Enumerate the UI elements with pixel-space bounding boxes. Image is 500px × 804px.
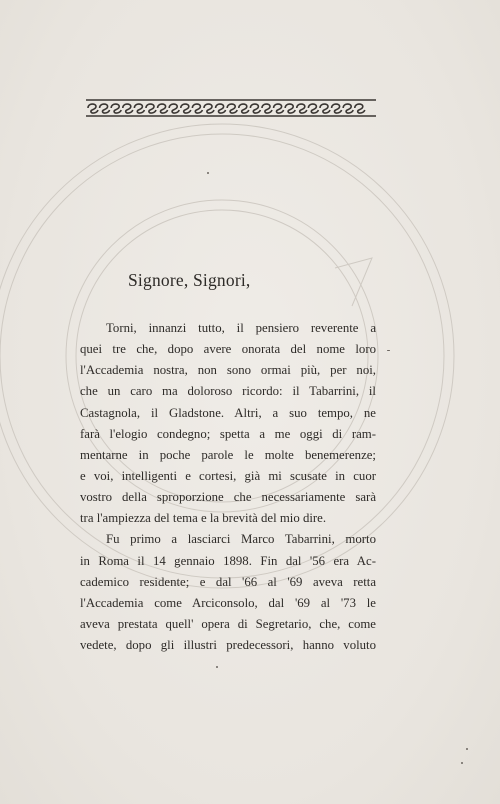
chain-link — [332, 104, 342, 113]
text-line: e voi, intelligenti e cortesi, già mi scusate in cuor — [80, 468, 376, 483]
text-line: Torni, innanzi tutto, il pensiero reverente a — [106, 321, 376, 335]
chain-link — [158, 104, 168, 113]
text-line: Castagnola, il Gladstone. Altri, a suo tempo, ne — [80, 405, 376, 420]
text-line: tra l'ampiezza del tema e la brevità del mio dire. — [80, 511, 327, 526]
chain-link — [355, 104, 365, 113]
text-line: vedete, dopo gli illustri predecessori, hanno voluto — [80, 638, 376, 653]
chain-ornament-rule — [86, 98, 376, 118]
text-line: che un caro ma doloroso ricordo: il Tabarrini, il — [80, 384, 376, 399]
chain-link — [216, 104, 226, 113]
chain-link — [111, 104, 121, 113]
ink-speck — [216, 666, 218, 668]
text-line: l'Accademia nostra, non sono ormai più, per noi, — [80, 363, 376, 378]
chain-link — [274, 104, 284, 113]
ink-speck — [461, 762, 463, 764]
chain-link — [320, 104, 330, 113]
text-line: vostro della sproporzione che necessariamente sarà — [80, 490, 376, 505]
ink-speck — [207, 172, 209, 174]
chain-link — [297, 104, 307, 113]
chain-link — [262, 104, 272, 113]
text-line: l'Accademia come Arciconsolo, dal '69 al '73 le — [80, 595, 376, 610]
page-heading: Signore, Signori, — [128, 270, 251, 290]
chain-link — [169, 104, 179, 113]
chain-link — [134, 104, 144, 113]
text-line: in Roma il 14 gennaio 1898. Fin dal '56 era Ac- — [80, 553, 376, 568]
text-line: aveva prestata quell' opera di Segretario, che, come — [80, 616, 376, 631]
text-line: Fu primo a lasciarci Marco Tabarrini, morto — [106, 532, 376, 547]
text-line: cademico residente; e dal '66 al '69 aveva retta — [80, 574, 376, 589]
chain-link — [146, 104, 156, 113]
ink-speck — [387, 350, 390, 351]
text-line: quei tre che, dopo avere onorata del nome loro — [80, 342, 376, 357]
chain-link — [204, 104, 214, 113]
chain-link — [239, 104, 249, 113]
chain-link — [192, 104, 202, 113]
chain-link — [308, 104, 318, 113]
ink-speck — [466, 748, 468, 750]
text-line: farà l'elogio condegno; spetta a me oggi di ram- — [80, 426, 376, 441]
chain-link — [250, 104, 260, 113]
chain-link — [100, 104, 110, 113]
chain-link — [343, 104, 353, 113]
chain-link — [227, 104, 237, 113]
chain-link — [88, 104, 98, 113]
text-line: mentarne in poche parole le molte benemerenze; — [80, 447, 376, 462]
chain-link — [285, 104, 295, 113]
chain-link — [123, 104, 133, 113]
body-paragraphs — [80, 318, 376, 656]
chain-link — [181, 104, 191, 113]
